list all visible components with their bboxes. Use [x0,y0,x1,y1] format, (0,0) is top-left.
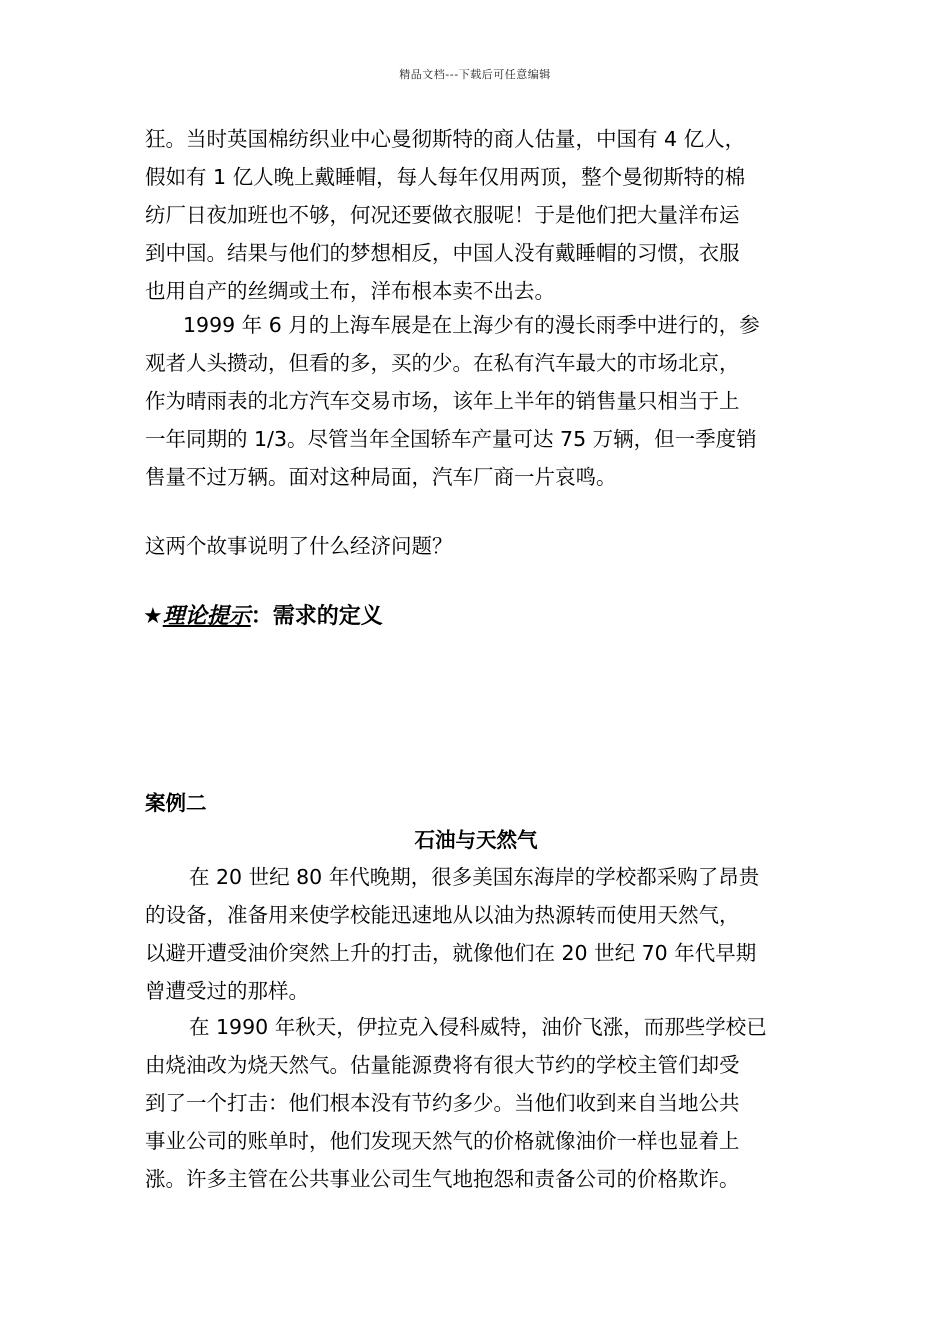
theory-hint-topic: 需求的定义 [272,604,383,629]
text-line: 一年同期的 1/3。尽管当年全国轿车产量可达 75 万辆，但一季度销 [145,427,757,451]
star-icon: ★ [143,604,163,629]
case-two-heading: 案例二 [145,791,207,815]
text-line: 以避开遭受油价突然上升的打击，就像他们在 20 世纪 70 年代早期 [145,941,757,965]
page-header: 精品文档---下载后可任意编辑 [399,68,551,81]
discussion-question: 这两个故事说明了什么经济问题？ [145,534,453,558]
story-one-paragraph [145,120,807,310]
case-two-paragraph-one [145,858,807,1010]
text-line: 到中国。结果与他们的梦想相反，中国人没有戴睡帽的习惯，衣服 [145,241,740,265]
text-line: 狂。当时英国棉纺织业中心曼彻斯特的商人估量，中国有 4 亿人， [145,127,746,151]
text-line: 到了一个打击：他们根本没有节约多少。当他们收到来自当地公共 [145,1091,740,1115]
text-line: 曾遭受过的那样。 [145,979,309,1003]
theory-hint-colon: ： [250,604,273,629]
theory-hint [143,598,383,636]
text-line: 在 1990 年秋天，伊拉克入侵科威特，油价飞涨，而那些学校已 [189,1015,767,1039]
case-two-title: 石油与天然气 [414,828,538,852]
story-two-paragraph [145,306,807,496]
text-line: 作为晴雨表的北方汽车交易市场，该年上半年的销售量只相当于上 [145,389,740,413]
text-line: 1999 年 6 月的上海车展是在上海少有的漫长雨季中进行的，参 [183,313,760,337]
text-line: 假如有 1 亿人晚上戴睡帽，每人每年仅用两顶，整个曼彻斯特的棉 [145,165,746,189]
case-two-paragraph-two [145,1008,807,1198]
text-line: 事业公司的账单时，他们发现天然气的价格就像油价一样也显着上 [145,1129,740,1153]
text-line: 在 20 世纪 80 年代晚期，很多美国东海岸的学校都采购了昂贵 [189,865,760,889]
text-line: 纺厂日夜加班也不够，何况还要做衣服呢！于是他们把大量洋布运 [145,203,740,227]
text-line: 观者人头攒动，但看的多，买的少。在私有汽车最大的市场北京， [145,351,740,375]
text-line: 的设备，准备用来使学校能迅速地从以油为热源转而使用天然气， [145,903,740,927]
text-line: 也用自产的丝绸或土布，洋布根本卖不出去。 [145,279,555,303]
text-line: 由烧油改为烧天然气。估量能源费将有很大节约的学校主管们却受 [145,1053,740,1077]
theory-hint-label: 理论提示 [162,604,251,629]
text-line: 涨。许多主管在公共事业公司生气地抱怨和责备公司的价格欺诈。 [145,1167,740,1191]
text-line: 售量不过万辆。面对这种局面，汽车厂商一片哀鸣。 [145,465,617,489]
